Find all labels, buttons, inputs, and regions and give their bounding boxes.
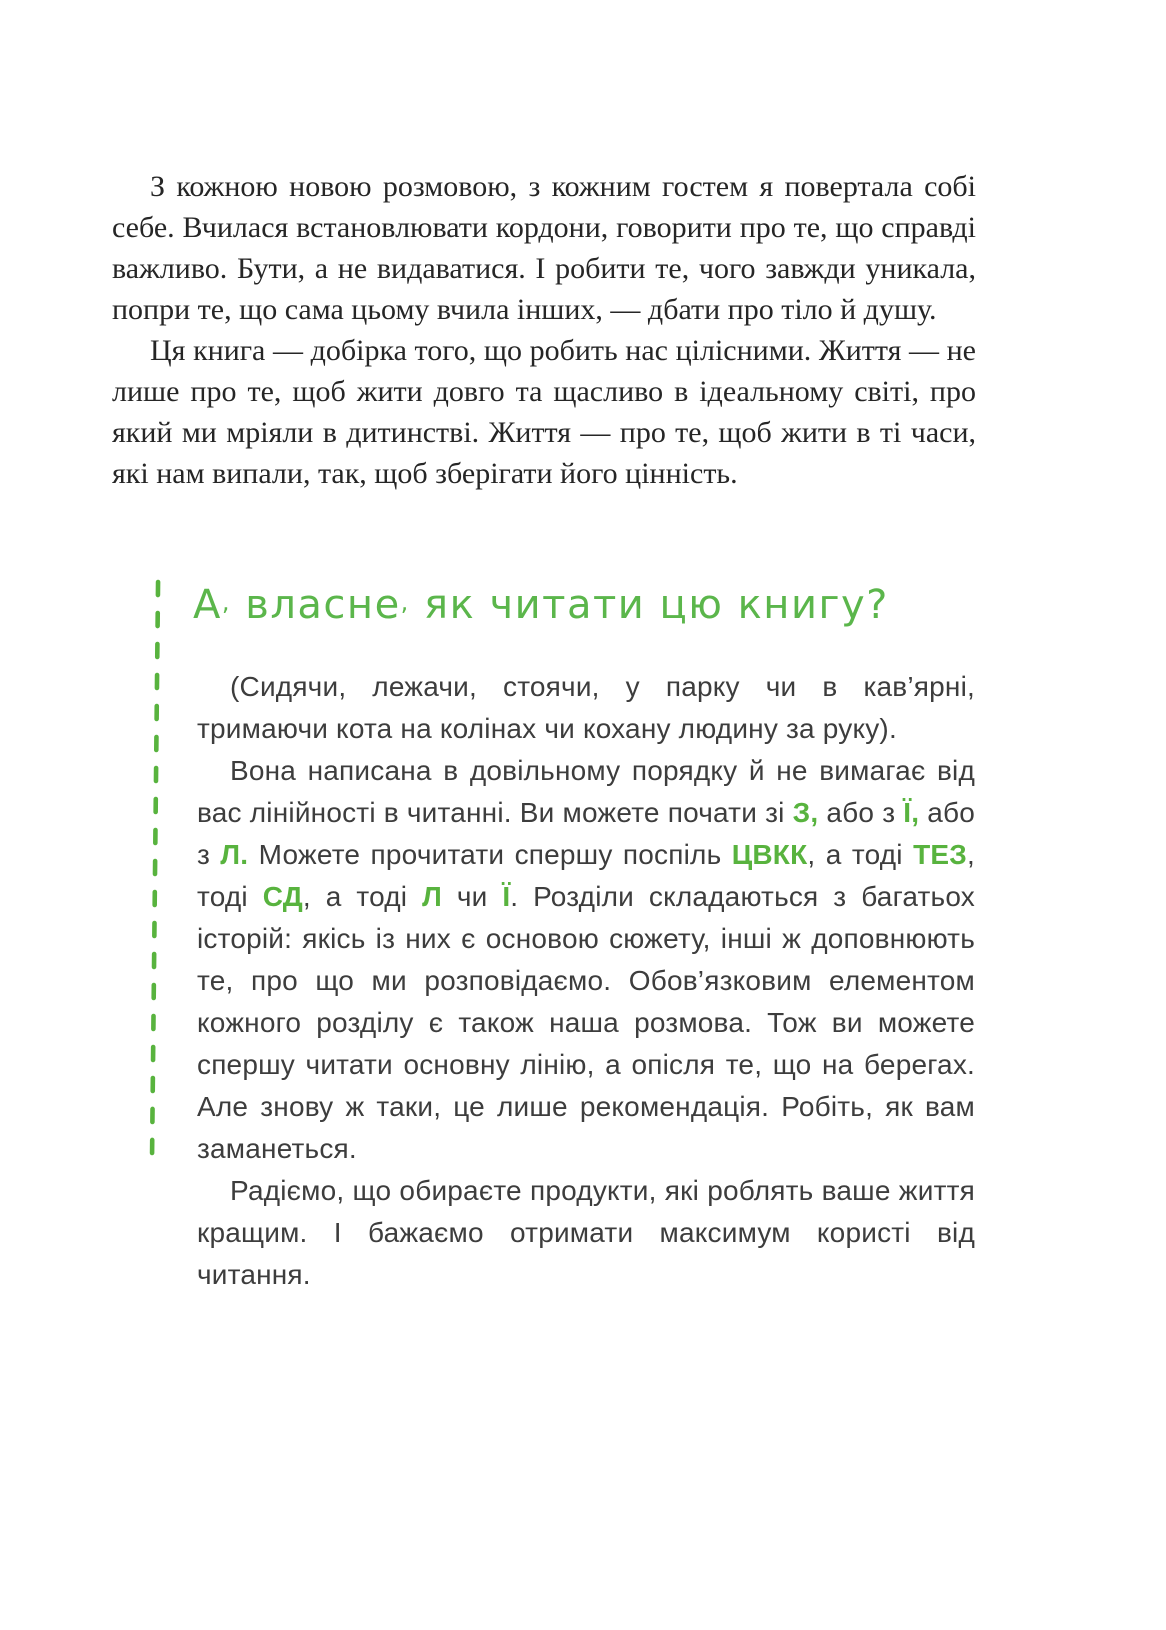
text-run: Можете прочитати спершу поспіль — [248, 839, 732, 870]
accent-chapter-code: З, — [792, 797, 819, 828]
text-run: Вона написана в довільному порядку й не вимагає від вас лінійності в читанні. Ви можете почати зі — [197, 755, 975, 828]
text-run: Радіємо, що обираєте продукти, які роблять ваше життя кращим. І бажаємо отримати максимум користі від читання. — [197, 1175, 975, 1290]
accent-chapter-code: Ї, — [903, 797, 920, 828]
section-paragraph — [197, 750, 975, 1170]
section-heading: А, власне, як читати цю книгу? — [193, 582, 889, 628]
section-paragraph — [197, 666, 975, 750]
intro-paragraph: З кожною новою розмовою, з кожним гостем я повертала собі себе. Вчилася встановлювати кордони, говорити про те, що справді важливо. Бути, а не видаватися. І робити те, чого завжди уникала, попри те, що сама цьому вчила інших, — дбати про тіло й душу. — [112, 170, 976, 326]
accent-chapter-code: Ї — [502, 881, 511, 912]
accent-chapter-code: ТЕЗ — [913, 839, 968, 870]
text-run: або з — [197, 797, 975, 870]
accent-chapter-code: ЦВКК — [731, 839, 808, 870]
dashed-vertical-line — [147, 574, 163, 1174]
text-run: , а тоді — [807, 839, 914, 870]
text-run: (Сидячи, лежачи, стоячи, у парку чи в кав’ярні, тримаючи кота на колінах чи кохану людину за руку). — [197, 671, 975, 744]
text-run: або з — [818, 797, 904, 828]
text-run: , тоді — [197, 839, 975, 912]
text-run: чи — [441, 881, 503, 912]
text-run: , а тоді — [302, 881, 423, 912]
section-paragraph — [197, 1170, 975, 1296]
accent-chapter-code: Л — [422, 881, 442, 912]
accent-chapter-code: СД — [262, 881, 303, 912]
text-run: . Розділи складаються з багатьох історій: якісь із них є основою сюжету, інші ж доповнюють те, про що ми розповідаємо. Обов’язковим елементом кожного розділу є також наша розмова. Тож ви можете спершу читати основну лінію, а опісля те, що на берегах. Але знову ж таки, це лише рекомендація. Робіть, як вам заманеться. — [197, 881, 975, 1164]
accent-chapter-code: Л. — [220, 839, 249, 870]
intro-paragraph: Ця книга — добірка того, що робить нас цілісними. Життя — не лише про те, щоб жити довго та щасливо в ідеальному світі, про який ми мріяли в дитинстві. Життя — про те, щоб жити в ті часи, які нам випали, так, щоб зберігати його цінність. — [112, 334, 976, 490]
intro-text-block — [112, 166, 976, 494]
section-text-block — [197, 666, 975, 1296]
